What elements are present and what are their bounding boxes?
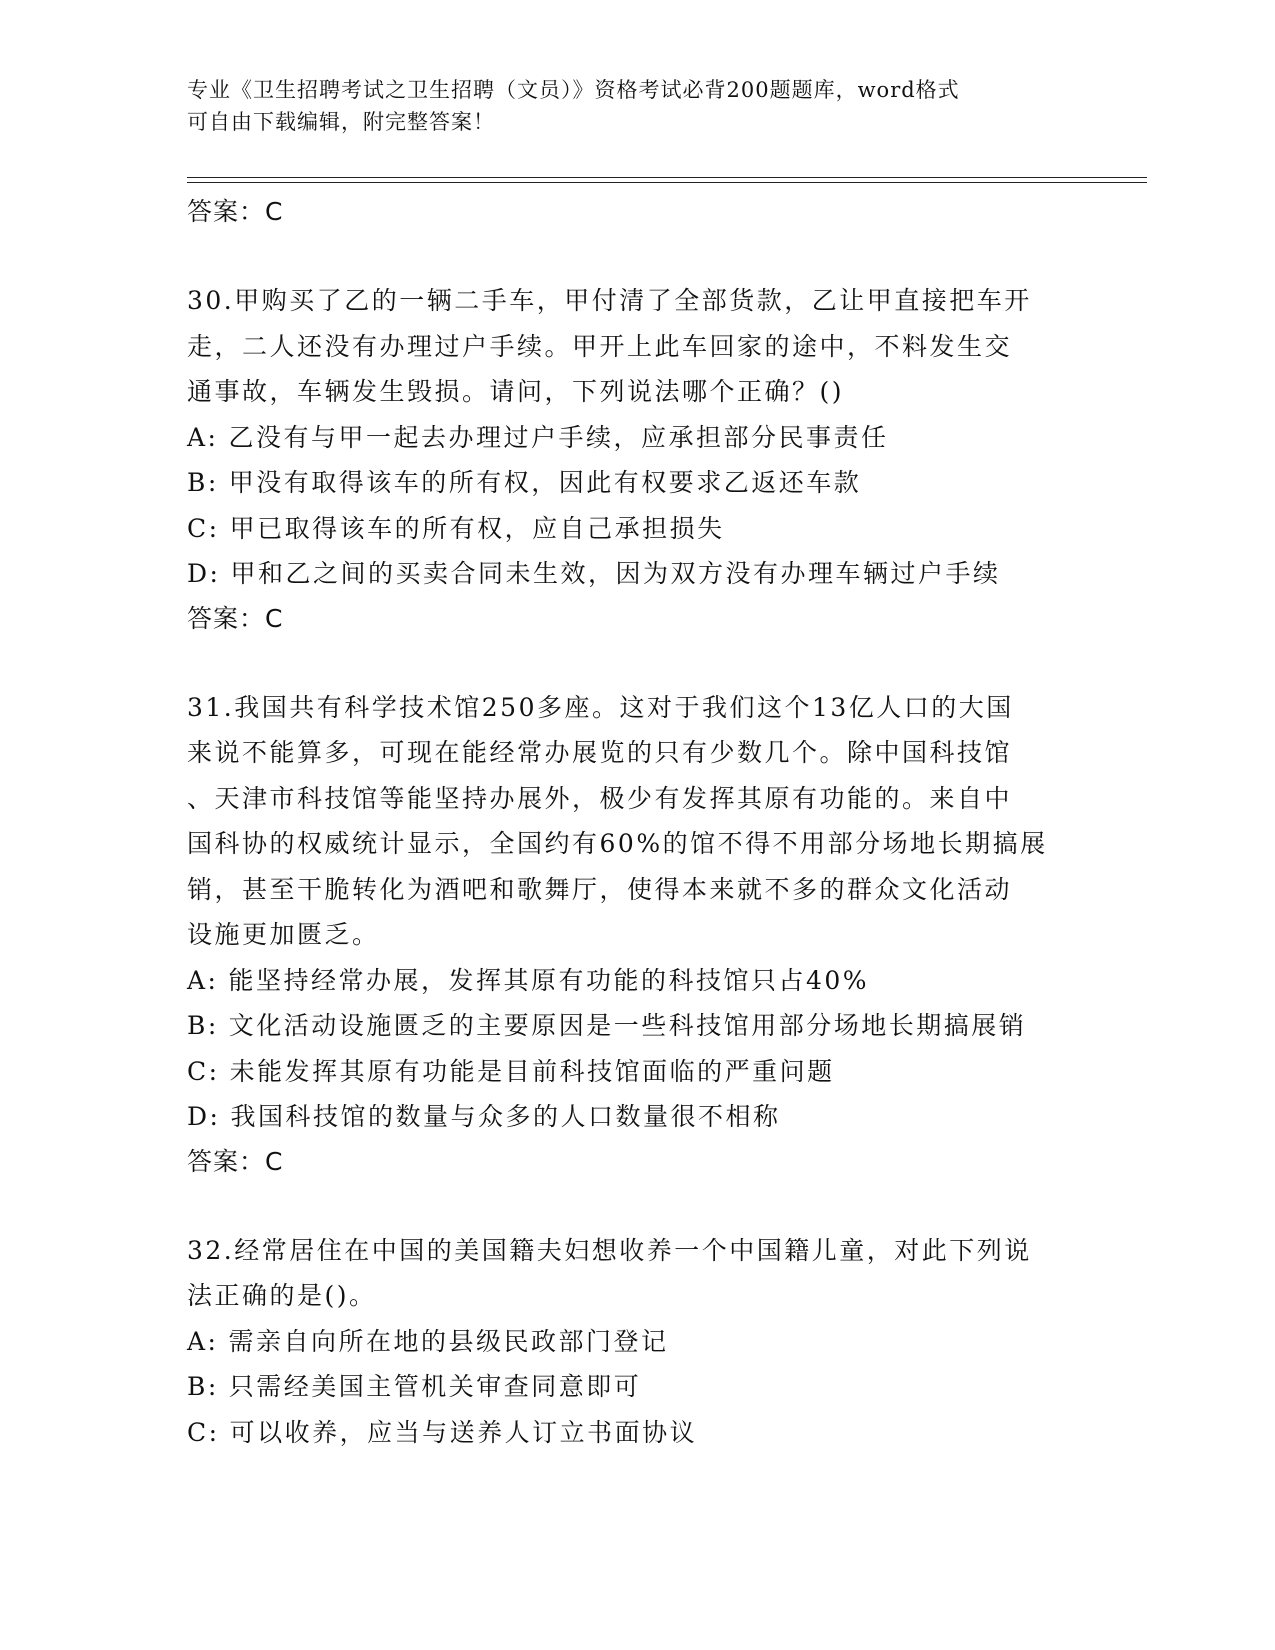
option-letter: A: <box>187 422 219 452</box>
question-31-line: 销，甚至干脆转化为酒吧和歌舞厅，使得本来就不多的群众文化活动 <box>187 874 1013 904</box>
header-title-line1: 专业《卫生招聘考试之卫生招聘（文员）》资格考试必背200题题库，word格式 <box>187 78 960 102</box>
option-a <box>187 415 1087 461</box>
option-d <box>187 551 1087 597</box>
option-b <box>187 1364 1087 1410</box>
option-letter: D: <box>187 559 221 588</box>
header-divider-bottom <box>187 182 1147 183</box>
spacer <box>187 641 1087 685</box>
option-text: 可以收养，应当与送养人订立书面协议 <box>229 1417 698 1447</box>
question-30 <box>187 278 1087 641</box>
question-31-line: 31.我国共有科学技术馆250多座。这对于我们这个13亿人口的大国 <box>187 692 1014 722</box>
answer-31: 答案：C <box>187 1146 284 1176</box>
spacer <box>187 1184 1087 1228</box>
option-letter: A: <box>187 965 219 995</box>
option-a <box>187 1319 1087 1365</box>
option-c <box>187 506 1087 552</box>
option-letter: C: <box>187 1056 220 1086</box>
option-letter: C: <box>187 1417 220 1447</box>
option-text: 甲和乙之间的买卖合同未生效，因为双方没有办理车辆过户手续 <box>230 559 1001 588</box>
question-30-line: 30.甲购买了乙的一辆二手车，甲付清了全部货款，乙让甲直接把车开 <box>187 286 1032 315</box>
document-body <box>187 190 1087 1455</box>
question-30-line: 通事故，车辆发生毁损。请问，下列说法哪个正确？() <box>187 377 845 406</box>
question-30-line: 走，二人还没有办理过户手续。甲开上此车回家的途中，不料发生交 <box>187 331 1013 361</box>
page-header <box>187 74 1087 138</box>
answer-prev: 答案：C <box>187 197 284 226</box>
question-31-line: 、天津市科技馆等能坚持办展外，极少有发挥其原有功能的。来自中 <box>187 783 1013 813</box>
option-letter: B: <box>187 468 219 497</box>
question-32 <box>187 1228 1087 1456</box>
option-text: 只需经美国主管机关审查同意即可 <box>228 1372 642 1401</box>
option-a <box>187 958 1087 1004</box>
option-text: 我国科技馆的数量与众多的人口数量很不相称 <box>230 1102 781 1131</box>
option-c <box>187 1410 1087 1456</box>
header-divider-top <box>187 177 1147 178</box>
option-letter: C: <box>187 513 220 543</box>
option-c <box>187 1049 1087 1095</box>
option-text: 需亲自向所在地的县级民政部门登记 <box>228 1326 669 1356</box>
question-32-line: 32.经常居住在中国的美国籍夫妇想收养一个中国籍儿童，对此下列说 <box>187 1235 1032 1265</box>
option-text: 甲没有取得该车的所有权，因此有权要求乙返还车款 <box>228 468 862 497</box>
option-text: 甲已取得该车的所有权，应自己承担损失 <box>229 513 725 543</box>
option-letter: A: <box>187 1326 219 1356</box>
option-letter: B: <box>187 1011 219 1040</box>
option-letter: B: <box>187 1372 219 1401</box>
spacer <box>187 234 1087 278</box>
option-b <box>187 1003 1087 1049</box>
option-d <box>187 1094 1087 1140</box>
question-31-line: 来说不能算多，可现在能经常办展览的只有少数几个。除中国科技馆 <box>187 738 1013 767</box>
question-31-line: 国科协的权威统计显示，全国约有60%的馆不得不用部分场地长期搞展 <box>187 829 1048 858</box>
option-text: 能坚持经常办展，发挥其原有功能的科技馆只占40% <box>228 965 870 995</box>
option-b <box>187 460 1087 506</box>
option-letter: D: <box>187 1102 221 1131</box>
question-31-line: 设施更加匮乏。 <box>187 920 380 949</box>
answer-30: 答案：C <box>187 603 284 633</box>
header-title-line2: 可自由下载编辑，附完整答案！ <box>187 110 495 134</box>
option-text: 未能发挥其原有功能是目前科技馆面临的严重问题 <box>229 1056 835 1086</box>
question-32-line: 法正确的是()。 <box>187 1281 377 1310</box>
option-text: 文化活动设施匮乏的主要原因是一些科技馆用部分场地长期搞展销 <box>228 1011 1027 1040</box>
question-31 <box>187 685 1087 1184</box>
option-text: 乙没有与甲一起去办理过户手续，应承担部分民事责任 <box>228 422 889 452</box>
